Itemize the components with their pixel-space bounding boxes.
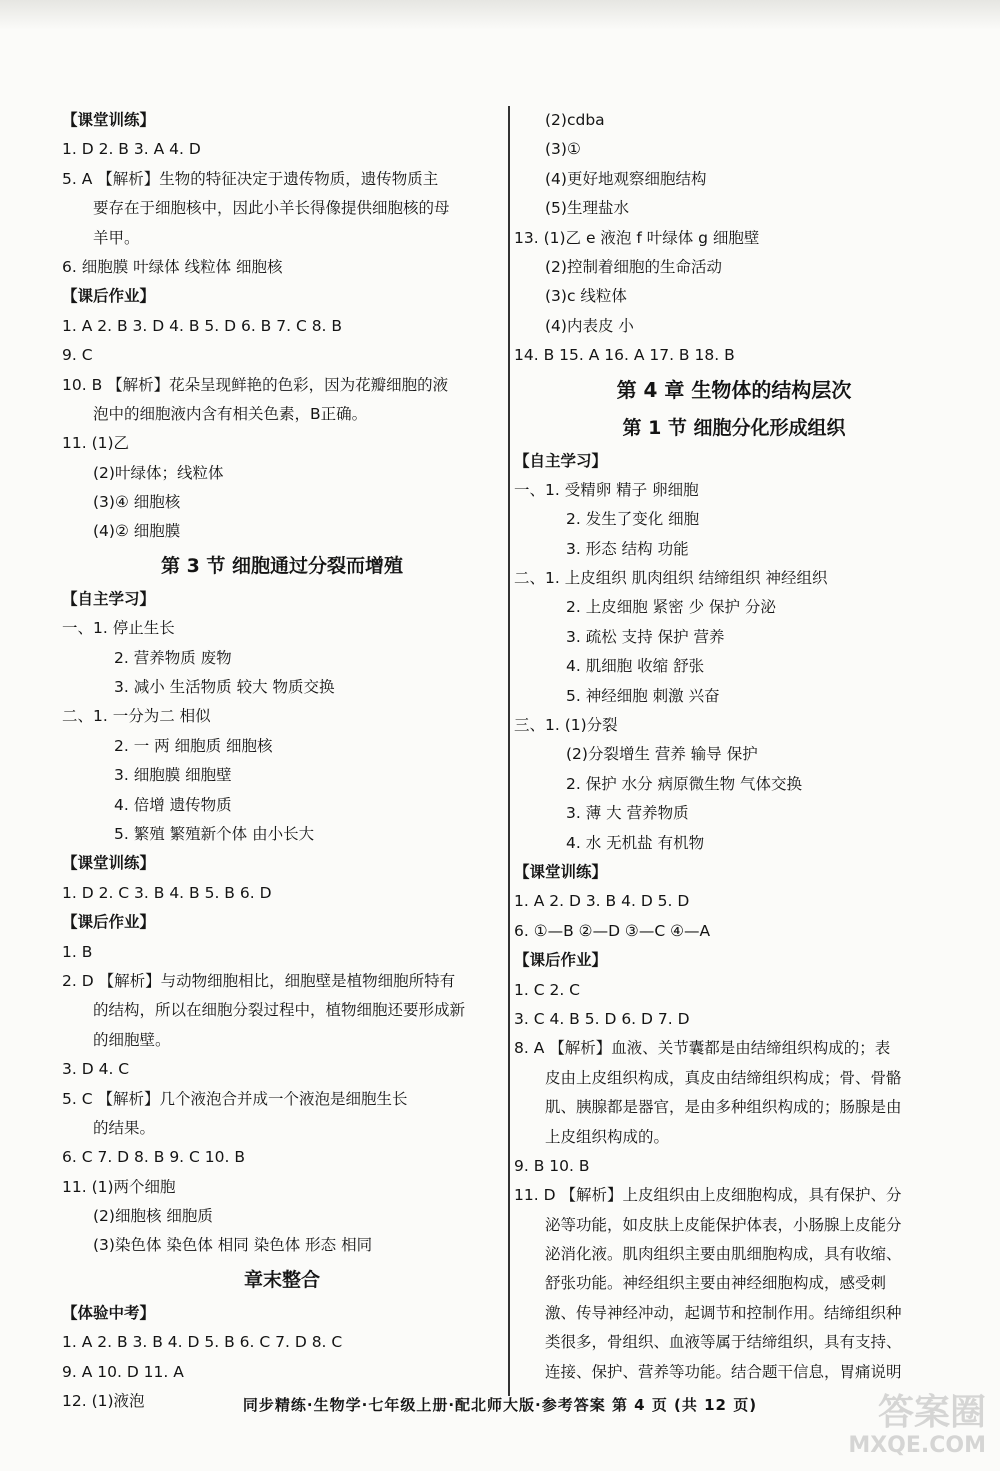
answer-line: 12. (1)液泡 xyxy=(62,1392,145,1411)
answer-line: 14. B 15. A 16. A 17. B 18. B xyxy=(514,346,735,365)
section-heading: 【课后作业】 xyxy=(514,951,608,970)
watermark-url: MXQE.COM xyxy=(848,1433,986,1458)
watermark-text: 答案圈 xyxy=(877,1392,986,1433)
answer-line: 1. C 2. C xyxy=(514,980,581,999)
section-heading: 【课堂训练】 xyxy=(514,862,608,881)
answer-line: 8. A 【解析】血液、关节囊都是由结缔组织构成的；表 xyxy=(514,1039,891,1058)
section-heading: 【课后作业】 xyxy=(62,913,156,932)
section-heading: 【课堂训练】 xyxy=(62,111,156,129)
section-heading: 【体验中考】 xyxy=(62,1303,156,1322)
left-column xyxy=(62,106,502,1416)
answer-line: 泌等功能，如皮肤上皮能保护体表，小肠腺上皮能分 xyxy=(545,1215,902,1234)
answer-line: 2. 营养物质 废物 xyxy=(114,648,232,667)
answer-line: 肌、胰腺都是器官，是由多种组织构成的；肠腺是由 xyxy=(545,1098,902,1117)
answer-line: 舒张功能。神经组织主要由神经细胞构成，感受刺 xyxy=(545,1274,887,1293)
answer-line: 激、传导神经冲动，起调节和控制作用。结缔组织种 xyxy=(545,1303,902,1322)
answer-line: 一、1. 受精卵 精子 卵细胞 xyxy=(514,480,699,499)
answer-line: (3)c 线粒体 xyxy=(545,287,627,306)
answer-line: 5. 神经细胞 刺激 兴奋 xyxy=(566,686,720,705)
answer-line: 11. (1)乙 xyxy=(62,434,130,453)
answer-line: 2. 保护 水分 病原微生物 气体交换 xyxy=(566,774,802,793)
answer-line: (5)生理盐水 xyxy=(545,199,629,218)
answer-line: 二、1. 上皮组织 肌肉组织 结缔组织 神经组织 xyxy=(514,569,828,588)
answer-line: 类很多，骨组织、血液等属于结缔组织，具有支持、 xyxy=(545,1333,902,1352)
answer-line: 连接、保护、营养等功能。结合题干信息，胃痛说明 xyxy=(545,1362,902,1381)
answer-line: 1. D 2. B 3. A 4. D xyxy=(62,140,201,159)
watermark-logo xyxy=(786,1393,986,1465)
answer-line: 2. D 【解析】与动物细胞相比，细胞壁是植物细胞所特有 xyxy=(62,971,456,990)
answer-line: (4)内表皮 小 xyxy=(545,316,634,335)
answer-line: 4. 肌细胞 收缩 舒张 xyxy=(566,657,705,676)
section-heading: 【课后作业】 xyxy=(62,287,156,306)
answer-line: 3. C 4. B 5. D 6. D 7. D xyxy=(514,1009,690,1028)
answer-line: (3)④ 细胞核 xyxy=(93,493,181,512)
section-heading: 【课堂训练】 xyxy=(62,854,156,873)
answer-line: 上皮组织构成的。 xyxy=(545,1127,670,1146)
answer-line: 1. A 2. B 3. D 4. B 5. D 6. B 7. C 8. B xyxy=(62,316,343,335)
answer-line: 3. 形态 结构 功能 xyxy=(566,539,689,558)
answer-line: 9. B 10. B xyxy=(514,1156,590,1175)
answer-line: (3)① xyxy=(545,140,581,159)
answer-line: 6. 细胞膜 叶绿体 线粒体 细胞核 xyxy=(62,257,283,276)
answer-line: (3)染色体 染色体 相同 染色体 形态 相同 xyxy=(93,1236,373,1255)
answer-line: 13. (1)乙 e 液泡 f 叶绿体 g 细胞壁 xyxy=(514,228,760,247)
section-title: 第 1 节 细胞分化形成组织 xyxy=(622,416,846,439)
answer-line: (2)cdba xyxy=(545,111,605,129)
answer-line: 9. A 10. D 11. A xyxy=(62,1362,184,1381)
answer-line: (4)② 细胞膜 xyxy=(93,522,181,541)
answer-line: 的结构，所以在细胞分裂过程中，植物细胞还要形成新 xyxy=(93,1001,466,1020)
scan-top-band xyxy=(0,0,1000,30)
answer-line: 羊甲。 xyxy=(93,228,140,247)
answer-line: 2. 发生了变化 细胞 xyxy=(566,510,700,529)
answer-line: (4)更好地观察细胞结构 xyxy=(545,169,707,188)
section-heading: 【自主学习】 xyxy=(62,589,156,608)
answer-line: 11. D 【解析】上皮组织由上皮细胞构成，具有保护、分 xyxy=(514,1186,902,1205)
answer-line: 5. 繁殖 繁殖新个体 由小长大 xyxy=(114,824,315,843)
answer-line: (2)分裂增生 营养 输导 保护 xyxy=(566,745,758,764)
right-column xyxy=(514,106,954,1387)
answer-line: 泡中的细胞液内含有相关色素，B正确。 xyxy=(93,404,368,423)
answer-line: 二、1. 一分为二 相似 xyxy=(62,707,211,726)
answer-line: 一、1. 停止生长 xyxy=(62,619,175,638)
section-title: 第 3 节 细胞通过分裂而增殖 xyxy=(160,554,404,577)
answer-line: 3. 减小 生活物质 较大 物质交换 xyxy=(114,678,335,697)
answer-line: 6. ①—B ②—D ③—C ④—A xyxy=(514,921,711,940)
answer-line: 要存在于细胞核中，因此小羊长得像提供细胞核的母 xyxy=(93,199,450,218)
answer-line: 6. C 7. D 8. B 9. C 10. B xyxy=(62,1148,245,1167)
answer-line: 10. B 【解析】花朵呈现鲜艳的色彩，因为花瓣细胞的液 xyxy=(62,375,449,394)
answer-line: (2)控制着细胞的生命活动 xyxy=(545,257,722,276)
answer-line: 3. 薄 大 营养物质 xyxy=(566,804,689,823)
answer-line: (2)细胞核 细胞质 xyxy=(93,1207,213,1226)
answer-line: 的细胞壁。 xyxy=(93,1030,171,1049)
answer-line: 5. A 【解析】生物的特征决定于遗传物质，遗传物质主 xyxy=(62,169,439,188)
column-divider xyxy=(508,106,510,1396)
answer-line: 4. 倍增 遗传物质 xyxy=(114,795,232,814)
answer-line: 3. D 4. C xyxy=(62,1060,130,1079)
answer-line: 11. (1)两个细胞 xyxy=(62,1177,176,1196)
section-heading: 【自主学习】 xyxy=(514,451,608,470)
answer-line: 9. C xyxy=(62,346,93,365)
answer-line: 1. B xyxy=(62,942,93,961)
page-footer: 同步精练·生物学·七年级上册·配北师大版·参考答案 第 4 页 (共 12 页) xyxy=(242,1396,758,1414)
answer-line: 4. 水 无机盐 有机物 xyxy=(566,833,705,852)
answer-line: 5. C 【解析】几个液泡合并成一个液泡是细胞生长 xyxy=(62,1089,408,1108)
answer-line: 1. A 2. B 3. B 4. D 5. B 6. C 7. D 8. C xyxy=(62,1333,343,1352)
answer-line: 1. A 2. D 3. B 4. D 5. D xyxy=(514,892,690,911)
answer-line: 3. 疏松 支持 保护 营养 xyxy=(566,627,725,646)
answer-line: 2. 一 两 细胞质 细胞核 xyxy=(114,736,273,755)
answer-line: 2. 上皮细胞 紧密 少 保护 分泌 xyxy=(566,598,776,617)
answer-line: 皮由上皮组织构成，真皮由结缔组织构成；骨、骨骼 xyxy=(545,1068,902,1087)
answer-line: 1. D 2. C 3. B 4. B 5. B 6. D xyxy=(62,883,272,902)
section-title: 第 4 章 生物体的结构层次 xyxy=(616,377,852,402)
answer-line: 的结果。 xyxy=(93,1118,156,1137)
answer-line: (2)叶绿体；线粒体 xyxy=(93,463,224,482)
section-title: 章末整合 xyxy=(243,1268,320,1291)
answer-line: 3. 细胞膜 细胞壁 xyxy=(114,766,232,785)
answer-line: 三、1. (1)分裂 xyxy=(514,716,618,735)
answer-line: 泌消化液。肌肉组织主要由肌细胞构成，具有收缩、 xyxy=(545,1245,902,1264)
